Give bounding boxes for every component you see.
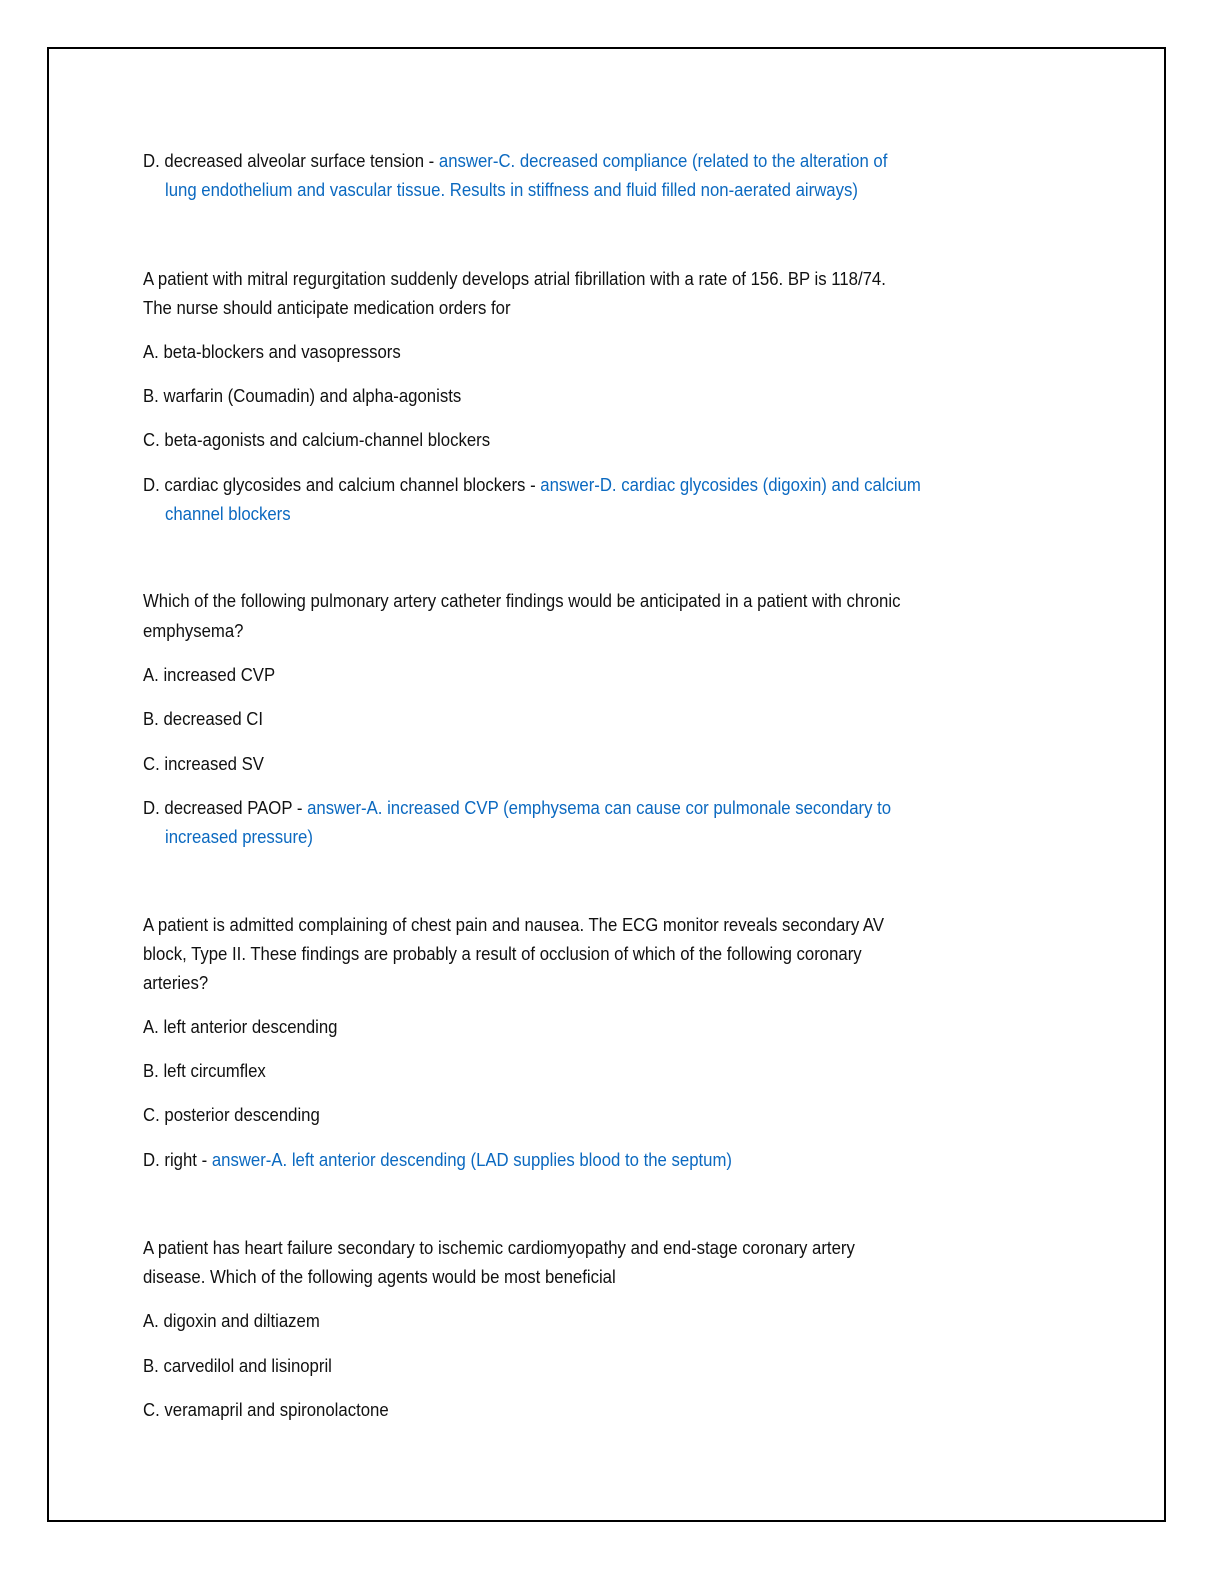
question-stem: disease. Which of the following agents would be most beneficial	[143, 1267, 616, 1287]
option-a: A. increased CVP	[143, 665, 276, 685]
option-b: B. decreased CI	[143, 709, 264, 729]
option-a: A. beta-blockers and vasopressors	[143, 342, 401, 362]
answer-text: answer-C. decreased compliance (related to the alteration of	[438, 151, 888, 171]
option-b: B. carvedilol and lisinopril	[143, 1356, 332, 1376]
question-stem: block, Type II. These findings are probably a result of occlusion of which of the following coronary	[143, 944, 862, 964]
answer-text: answer-A. left anterior descending (LAD supplies blood to the septum)	[211, 1150, 732, 1170]
option-text: D. decreased alveolar surface tension -	[143, 151, 439, 171]
question-stem: A patient has heart failure secondary to ischemic cardiomyopathy and end-stage coronary artery	[143, 1238, 855, 1258]
option-c: C. posterior descending	[143, 1105, 320, 1125]
question-stem: Which of the following pulmonary artery catheter findings would be anticipated in a patient with chronic	[143, 591, 901, 611]
question-stem: A patient with mitral regurgitation suddenly develops atrial fibrillation with a rate of 156. BP is 118/74.	[143, 269, 886, 289]
option-d	[143, 1149, 732, 1171]
option-b: B. left circumflex	[143, 1061, 266, 1081]
option-b: B. warfarin (Coumadin) and alpha-agonists	[143, 386, 462, 406]
option-text: D. cardiac glycosides and calcium channel blockers -	[143, 475, 541, 495]
option-d	[143, 797, 891, 819]
option-d-prev	[143, 150, 887, 172]
question-stem: arteries?	[143, 973, 209, 993]
question-stem: A patient is admitted complaining of chest pain and nausea. The ECG monitor reveals secondary AV	[143, 915, 885, 935]
option-a: A. digoxin and diltiazem	[143, 1311, 320, 1331]
answer-continuation: lung endothelium and vascular tissue. Results in stiffness and fluid filled non-aerated airways)	[165, 180, 858, 200]
option-c: C. veramapril and spironolactone	[143, 1400, 389, 1420]
option-a: A. left anterior descending	[143, 1017, 338, 1037]
option-c: C. beta-agonists and calcium-channel blockers	[143, 430, 491, 450]
answer-continuation: channel blockers	[165, 504, 291, 524]
option-text: D. right -	[143, 1150, 212, 1170]
question-stem: emphysema?	[143, 621, 244, 641]
answer-continuation: increased pressure)	[165, 827, 313, 847]
option-c: C. increased SV	[143, 754, 264, 774]
option-text: D. decreased PAOP -	[143, 798, 308, 818]
answer-text: answer-A. increased CVP (emphysema can cause cor pulmonale secondary to	[307, 798, 892, 818]
option-d	[143, 474, 921, 496]
question-stem: The nurse should anticipate medication orders for	[143, 298, 511, 318]
answer-text: answer-D. cardiac glycosides (digoxin) and calcium	[540, 475, 921, 495]
